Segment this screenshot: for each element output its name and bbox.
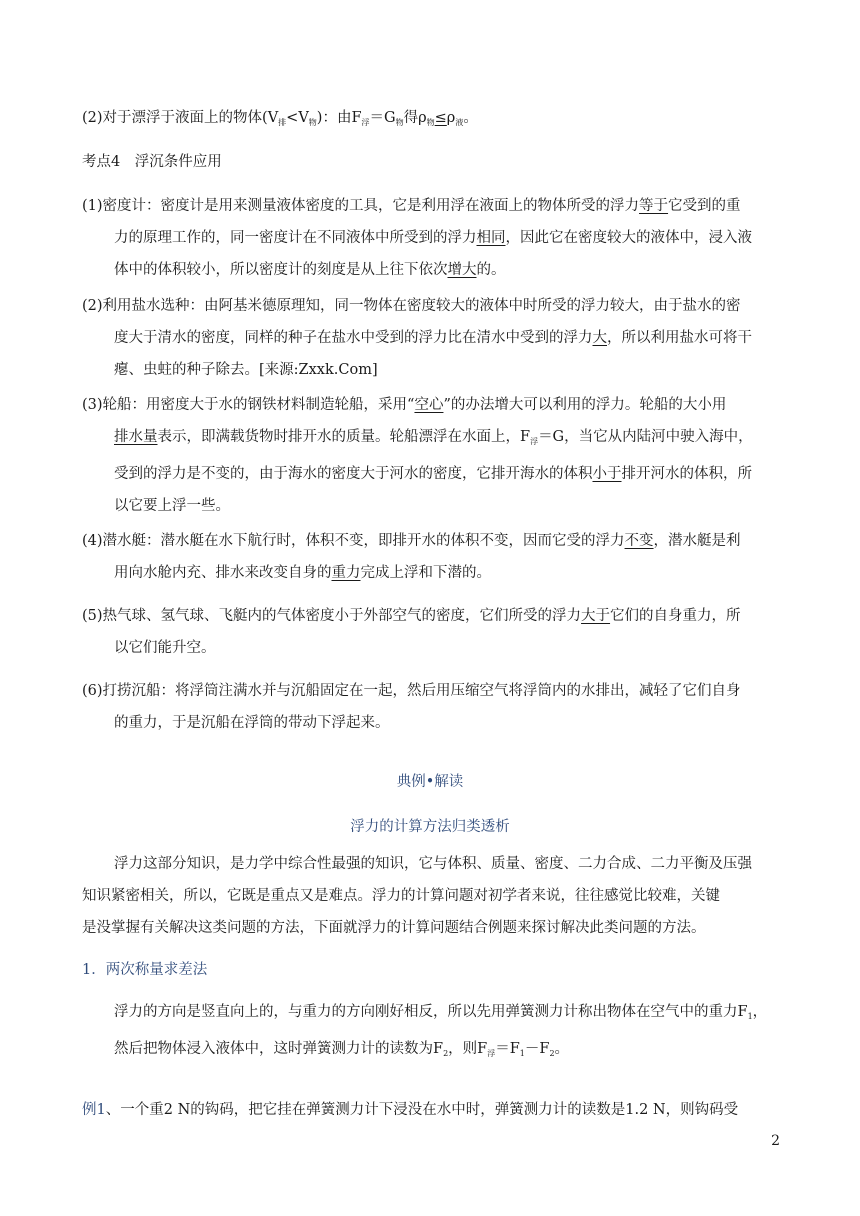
para-row [82, 322, 782, 354]
paragraph-balloon [82, 600, 782, 664]
text: 用向水舱内充、排水来改变自身的 [114, 565, 332, 581]
text: (1)密度计：密度计是用来测量液体密度的工具，它是利用浮在液面上的物体所受的浮力 [82, 198, 640, 214]
para-row [82, 389, 782, 421]
paragraph-weighing-difference [82, 996, 782, 1070]
text: <V [286, 110, 309, 126]
underlined-answer: 增大 [447, 262, 477, 278]
text: ＝G，当它从内陆河中驶入海中， [538, 429, 753, 445]
subscript: 浮 [487, 1049, 496, 1058]
section-heading-1: 1．两次称量求差法 [82, 962, 208, 978]
underlined-answer: 空心 [414, 397, 444, 413]
underlined-answer: 等于 [639, 198, 669, 214]
underlined-answer: 重力 [331, 565, 361, 581]
text: 浮力的方向是竖直向上的，与重力的方向刚好相反，所以先用弹簧测力计称出物体在空气中的重力F [114, 1004, 748, 1020]
text: 、一个重2 N的钩码，把它挂在弹簧测力计下浸没在水中时，弹簧测力计的读数是1.2 N，则钩码受 [105, 1102, 739, 1118]
text: －F [524, 1041, 550, 1057]
text: 排开河水的体积，所 [621, 466, 752, 482]
subscript: 1 [747, 1012, 753, 1021]
text: ，因此它在密度较大的液体中，浸入液 [505, 230, 752, 246]
para-row: 以它要上浮一些。 [114, 498, 230, 514]
text: )：由F [316, 110, 362, 126]
text: ρ [446, 110, 456, 126]
text: 得ρ [403, 110, 427, 126]
para-row [82, 254, 782, 286]
text: 然后把物体浸入液体中，这时弹簧测力计的读数为F [114, 1041, 444, 1057]
underlined-answer: 排水量 [114, 429, 158, 445]
text: ＝G [369, 110, 396, 126]
underlined-answer: 大 [592, 330, 607, 346]
text: 表示，即满载货物时排开水的质量。轮船漂浮在水面上，F [157, 429, 531, 445]
text: 受到的浮力是不变的，由于海水的密度大于河水的密度，它排开海水的体积 [114, 466, 593, 482]
para-row: 浮力这部分知识，是力学中综合性最强的知识，它与体积、质量、密度、二力合成、二力平衡及压强 [114, 856, 752, 872]
para-row: (6)打捞沉船：将浮筒注满水并与沉船固定在一起，然后用压缩空气将浮筒内的水排出，减轻了它们自身 [82, 683, 741, 699]
text: ， [752, 1004, 768, 1020]
text: ＝F [495, 1041, 520, 1057]
para-row [82, 1033, 782, 1070]
para-row [82, 557, 782, 589]
underlined-answer: ≤ [434, 110, 447, 126]
paragraph-hydrometer [82, 190, 782, 286]
text: ，则F [448, 1041, 488, 1057]
para-row: 以它们能升空。 [114, 640, 216, 656]
subscript: 物 [308, 118, 317, 127]
text: 完成上浮和下潜的。 [360, 565, 491, 581]
text: (4)潜水艇：潜水艇在水下航行时，体积不变，即排开水的体积不变，因而它受的浮力 [82, 533, 625, 549]
para-row [82, 458, 782, 490]
underlined-answer: 大于 [581, 608, 611, 624]
text: 的。 [476, 262, 506, 278]
paragraph-submarine [82, 525, 782, 589]
text: 它们的自身重力，所 [610, 608, 741, 624]
text: (5)热气球、氢气球、飞艇内的气体密度小于外部空气的密度，它们所受的浮力 [82, 608, 582, 624]
text: (2)对于漂浮于液面上的物体(V [82, 110, 279, 126]
para-row [82, 600, 782, 632]
para-row [82, 190, 782, 222]
para-row: (2)利用盐水选种：由阿基米德原理知，同一物体在密度较大的液体中时所受的浮力较大，由于盐水的密 [82, 298, 741, 314]
example-label: 例1 [82, 1102, 106, 1118]
underlined-answer: 小于 [592, 466, 622, 482]
text: 体中的体积较小，所以密度计的刻度是从上往下依次 [114, 262, 448, 278]
subscript: 2 [549, 1049, 555, 1058]
text: 度大于清水的密度，同样的种子在盐水中受到的浮力比在清水中受到的浮力 [114, 330, 593, 346]
subscript: 排 [278, 118, 287, 127]
subscript: 物 [426, 118, 435, 127]
text: ，潜水艇是利 [653, 533, 741, 549]
subscript: 物 [395, 118, 404, 127]
paragraph-salt-water-seed [82, 290, 782, 386]
underlined-answer: 相同 [476, 230, 506, 246]
subscript: 浮 [530, 437, 539, 446]
paragraph-intro [82, 848, 782, 944]
para-row: 的重力，于是沉船在浮筒的带动下浮起来。 [114, 715, 390, 731]
text: ”的办法增大可以利用的浮力。轮船的大小用 [443, 397, 727, 413]
underlined-answer: 不变 [624, 533, 654, 549]
para-row [82, 996, 782, 1033]
subscript: 2 [443, 1049, 449, 1058]
floating-condition-line [82, 108, 478, 133]
paragraph-ship [82, 389, 782, 522]
para-row: 瘪、虫蛀的种子除去。[来源:Zxxk.Com] [114, 362, 378, 378]
example-1 [82, 1100, 738, 1120]
subscript: 1 [519, 1049, 525, 1058]
para-row: 是没掌握有关解决这类问题的方法，下面就浮力的计算问题结合例题来探讨解决此类问题的方法。 [82, 920, 706, 936]
paragraph-salvage [82, 675, 782, 739]
subscript: 浮 [361, 118, 370, 127]
para-row: 知识紧密相关，所以，它既是重点又是难点。浮力的计算问题对初学者来说，往往感觉比较难，关键 [82, 888, 720, 904]
para-row [82, 525, 782, 557]
para-row [82, 421, 782, 458]
text: 。 [554, 1041, 570, 1057]
text: ，所以利用盐水可将干 [607, 330, 752, 346]
heading-typical-examples: 典例•解读 [396, 774, 464, 790]
subscript: 液 [455, 118, 464, 127]
para-row [82, 222, 782, 254]
page-number: 2 [771, 1133, 780, 1149]
text: (3)轮船：用密度大于水的钢铁材料制造轮船，采用“ [82, 397, 415, 413]
heading-buoyancy-calculation: 浮力的计算方法归类透析 [350, 819, 510, 835]
text: 。 [463, 110, 478, 126]
section-heading-kaodian4: 考点4 浮沉条件应用 [82, 154, 222, 170]
text: 它受到的重 [668, 198, 741, 214]
text: 力的原理工作的，同一密度计在不同液体中所受到的浮力 [114, 230, 477, 246]
